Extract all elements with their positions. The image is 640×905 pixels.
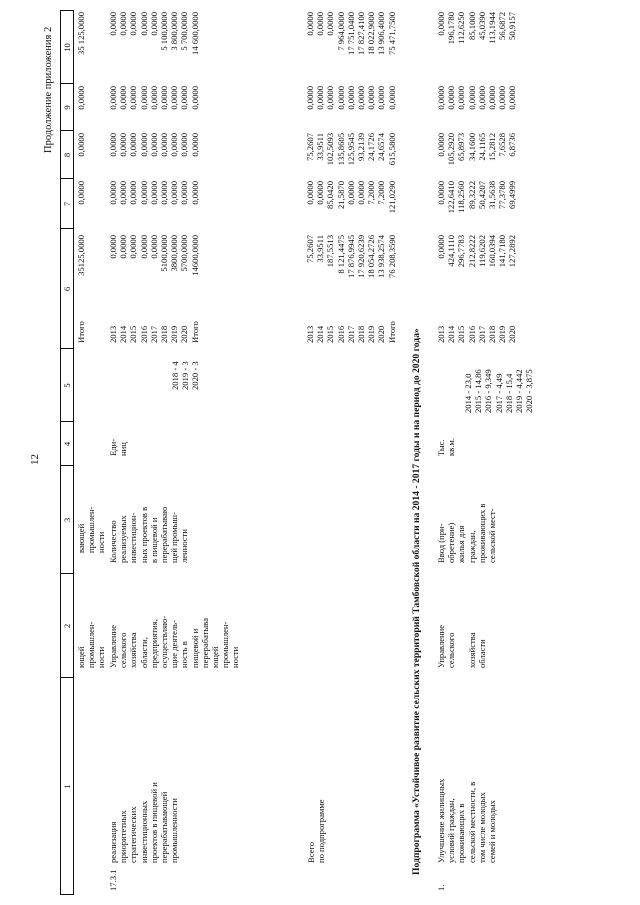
row-17-3-1-col8: 0,0000 0,0000 0,0000 0,0000 0,0000 0,0000 0,0000 0,0000 0,0000	[108, 133, 200, 157]
row0-col10: 35 125,0000	[76, 12, 86, 55]
row-17-3-1-years: 2013 2014 2015 2016 2017 2018 2019 2020 Итого	[108, 321, 200, 343]
row-17-3-1-col6: 0,0000 0,0000 0,0000 0,0000 0,0000 5100,0000 3800,0000 5700,0000 14600,0000	[108, 235, 200, 276]
row0-col9: 0,0000	[76, 86, 86, 110]
row-1-unit: Тыс. кв.м.	[436, 438, 457, 456]
row-1-col10: 0,0000 196,1780 112,6250 85,1000 45,0390 113,1944 56,6872 50,9157	[436, 12, 518, 45]
row-17-3-1-indicator: Количество реализуемых инвестицион- ных проектов в в пищевой и перерабатываю щей промыш- ленности	[108, 506, 190, 563]
row-1-col9: 0,0000 0,0000 0,0000 0,0000 0,0000 0,0000 0,0000 0,0000	[436, 86, 518, 110]
row0-col7: 0,0000	[76, 181, 86, 205]
row-1-measure: Улучшение жилищных условий граждан, проживающих в сельской местности, в том числе молодых семей и молодых	[436, 778, 498, 863]
row-17-3-1-measure: реализация приоритетных стратегических инвестиционных проектов в пищевой и перерабатывающей промышленности	[108, 782, 180, 863]
row0-col2: ющей промышлен- ности	[76, 621, 107, 668]
row-1-col8: 0,0000 105,2920 65,8973 34,1600 24,1165 15,2812 7,6528 6,8736	[436, 133, 518, 166]
page-number: 12	[29, 454, 41, 465]
total-col7: 0,0000 0,0000 85,0420 21,5870 0,0000 0,0000 7,2000 7,2000 121,0290	[305, 181, 397, 214]
row-1-indicator: Ввод (при- обретение) жилья для граждан, проживающих в сельской мест-	[436, 503, 498, 563]
header-bottom-border	[73, 10, 74, 895]
column-header: 3	[62, 517, 72, 523]
row-17-3-1-number: 17.3.1	[108, 869, 118, 891]
row-17-3-1-col9: 0,0000 0,0000 0,0000 0,0000 0,0000 0,0000 0,0000 0,0000 0,0000	[108, 86, 200, 110]
total-col9: 0,0000 0,0000 0,0000 0,0000 0,0000 0,0000 0,0000 0,0000 0,0000	[305, 86, 397, 110]
column-header: 5	[62, 383, 72, 388]
row-17-3-1-col10: 0,0000 0,0000 0,0000 0,0000 0,0000 5 100,0000 3 800,0000 5 700,0000 14 600,0000	[108, 12, 200, 55]
row-17-3-1-col7: 0,0000 0,0000 0,0000 0,0000 0,0000 0,0000 0,0000 0,0000 0,0000	[108, 181, 200, 205]
total-col10: 0,0000 0,0000 0,0000 7 964,0000 17 751,0400 17 827,4100 18 022,9000 13 906,4000 75 471,7500	[305, 12, 397, 55]
row-1-col7: 0,0000 122,6410 118,2560 89,3222 50,4207 31,5638 77,3780 69,4999	[436, 181, 518, 214]
row-1-number: 1.	[436, 884, 446, 891]
total-col8: 75,2607 33,9511 102,5093 135,8605 125,9545 93,2139 24,1726 24,6574 615,5800	[305, 133, 397, 166]
row0-col6: 35125,0000	[76, 235, 86, 276]
row-1-executor: Управление сельского хозяйства области	[436, 624, 487, 668]
column-header: 10	[62, 43, 72, 52]
total-years: 2013 2014 2015 2016 2017 2018 2019 2020 Итого	[305, 321, 397, 343]
row-17-3-1-targets: 2018 - 4 2019 - 3 2020 - 3	[170, 361, 201, 390]
column-header: 9	[62, 105, 72, 110]
row-1-targets: 2014 - 23,0 2015 - 14,86 2016 - 9,349 2017 - 4,49 2018 - 15,4 2019 - 4,442 2020 - 3,875	[463, 369, 535, 413]
row-17-3-1-unit: Еди- ниц	[108, 438, 129, 456]
row-1-col6: 0,0000 424,1110 296,7783 212,8222 119,6202 160,0394 141,7180 127,2892	[436, 235, 518, 268]
column-header: 2	[62, 623, 72, 629]
table-top-border	[60, 10, 61, 895]
column-header: 1	[62, 784, 72, 789]
row0-col3: вающей промышлен- ности	[76, 506, 107, 553]
column-header: 7	[62, 201, 72, 207]
row0-itogo: Итого	[76, 321, 86, 343]
continuation-title: Продолжение приложения 2	[43, 26, 54, 153]
row0-col8: 0,0000	[76, 133, 86, 157]
column-header: 6	[62, 286, 72, 292]
total-col6: 75,2607 33,9511 187,5513 8 121,4475 17 876,9945 17 920,6239 18 054,2726 13 938,2574 76 208,3590	[305, 235, 397, 278]
column-header: 4	[62, 441, 72, 447]
row-1-years: 2013 2014 2015 2016 2017 2018 2019 2020	[436, 325, 518, 343]
total-label: Всего по подпрограмме	[306, 799, 327, 863]
row-17-3-1-executor: Управление сельского хозяйства области, предприятия, осуществляю- щие деятель- ность в пищевой и перерабатыва ющей промышлен- ности	[108, 615, 241, 668]
column-header: 8	[62, 152, 72, 158]
subprogram-title: Подпрограмма «Устойчивое развитие сельских территорий Тамбовской области на 2014 - 2017 годы и на период до 2020 года»	[411, 328, 422, 875]
